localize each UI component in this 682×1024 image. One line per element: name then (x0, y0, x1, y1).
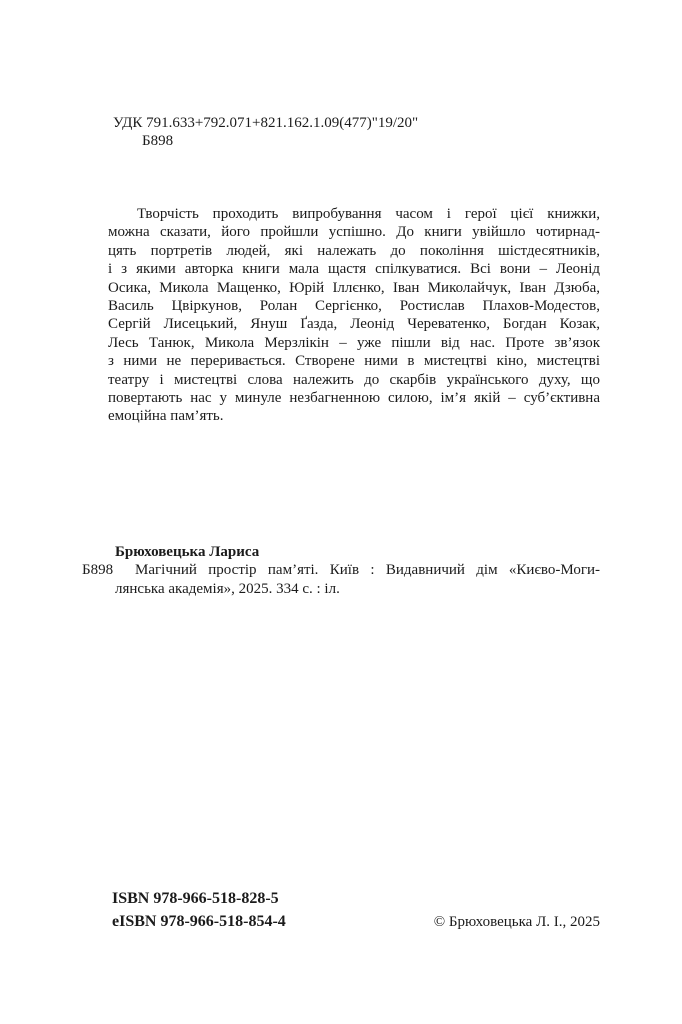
cip-author: Брюховецька Лариса (115, 544, 260, 560)
udk-block (113, 114, 418, 151)
annotation-line: можна сказати, його пройшли успішно. До книги увійшло чотирнад- (108, 224, 600, 241)
imprint-row (112, 911, 600, 934)
cip-entry-row (82, 561, 600, 579)
annotation-paragraph (108, 205, 600, 426)
imprint-block (112, 888, 600, 933)
cip-author-code: Б898 (82, 562, 114, 579)
annotation-line: і з якими авторка книги мала щастя спілкуватися. Всі вони – Леонід (108, 261, 600, 278)
isbn: ISBN 978-966-518-828-5 (112, 890, 279, 907)
udk-author-code: Б898 (142, 133, 174, 150)
annotation-line: Василь Цвіркунов, Ролан Сергієнко, Ростислав Плахов-Модестов, (108, 298, 600, 315)
eisbn: eISBN 978-966-518-854-4 (112, 912, 286, 930)
annotation-line: з ними не переривається. Створене ними в мистецтві кіно, мистецтві (108, 353, 600, 370)
copyright-notice: © Брюховецька Л. І., 2025 (433, 913, 600, 930)
annotation-line: Осика, Микола Мащенко, Юрій Іллєнко, Іван Миколайчук, Іван Дзюба, (108, 279, 600, 296)
cip-entry (82, 543, 600, 598)
cip-entry-line: Магічний простір пам’яті. Київ : Видавничий дім «Києво-Моги- (135, 562, 600, 579)
udk-classification: УДК 791.633+792.071+821.162.1.09(477)"19/20" (113, 115, 419, 131)
annotation-line: повертають нас у минуле незбагненною силою, ім’я якій – суб’єктивна (108, 390, 600, 407)
annotation-line: Творчість проходить випробування часом і герої цієї книжки, (137, 206, 600, 222)
annotation-line: Лесь Танюк, Микола Мерзлікін – уже пішли від нас. Проте зв’язок (108, 334, 600, 351)
annotation-line: театру і мистецтві слова належить до скарбів українського духу, що (108, 371, 600, 388)
annotation-line: Сергій Лисецький, Януш Ґазда, Леонід Череватенко, Богдан Козак, (108, 316, 600, 333)
annotation-line: емоційна пам’ять. (108, 408, 224, 425)
cip-entry-line: лянська академія», 2025. 334 с. : іл. (115, 580, 340, 597)
annotation-line: цять портретів людей, які належать до покоління шістдесятників, (108, 242, 600, 259)
